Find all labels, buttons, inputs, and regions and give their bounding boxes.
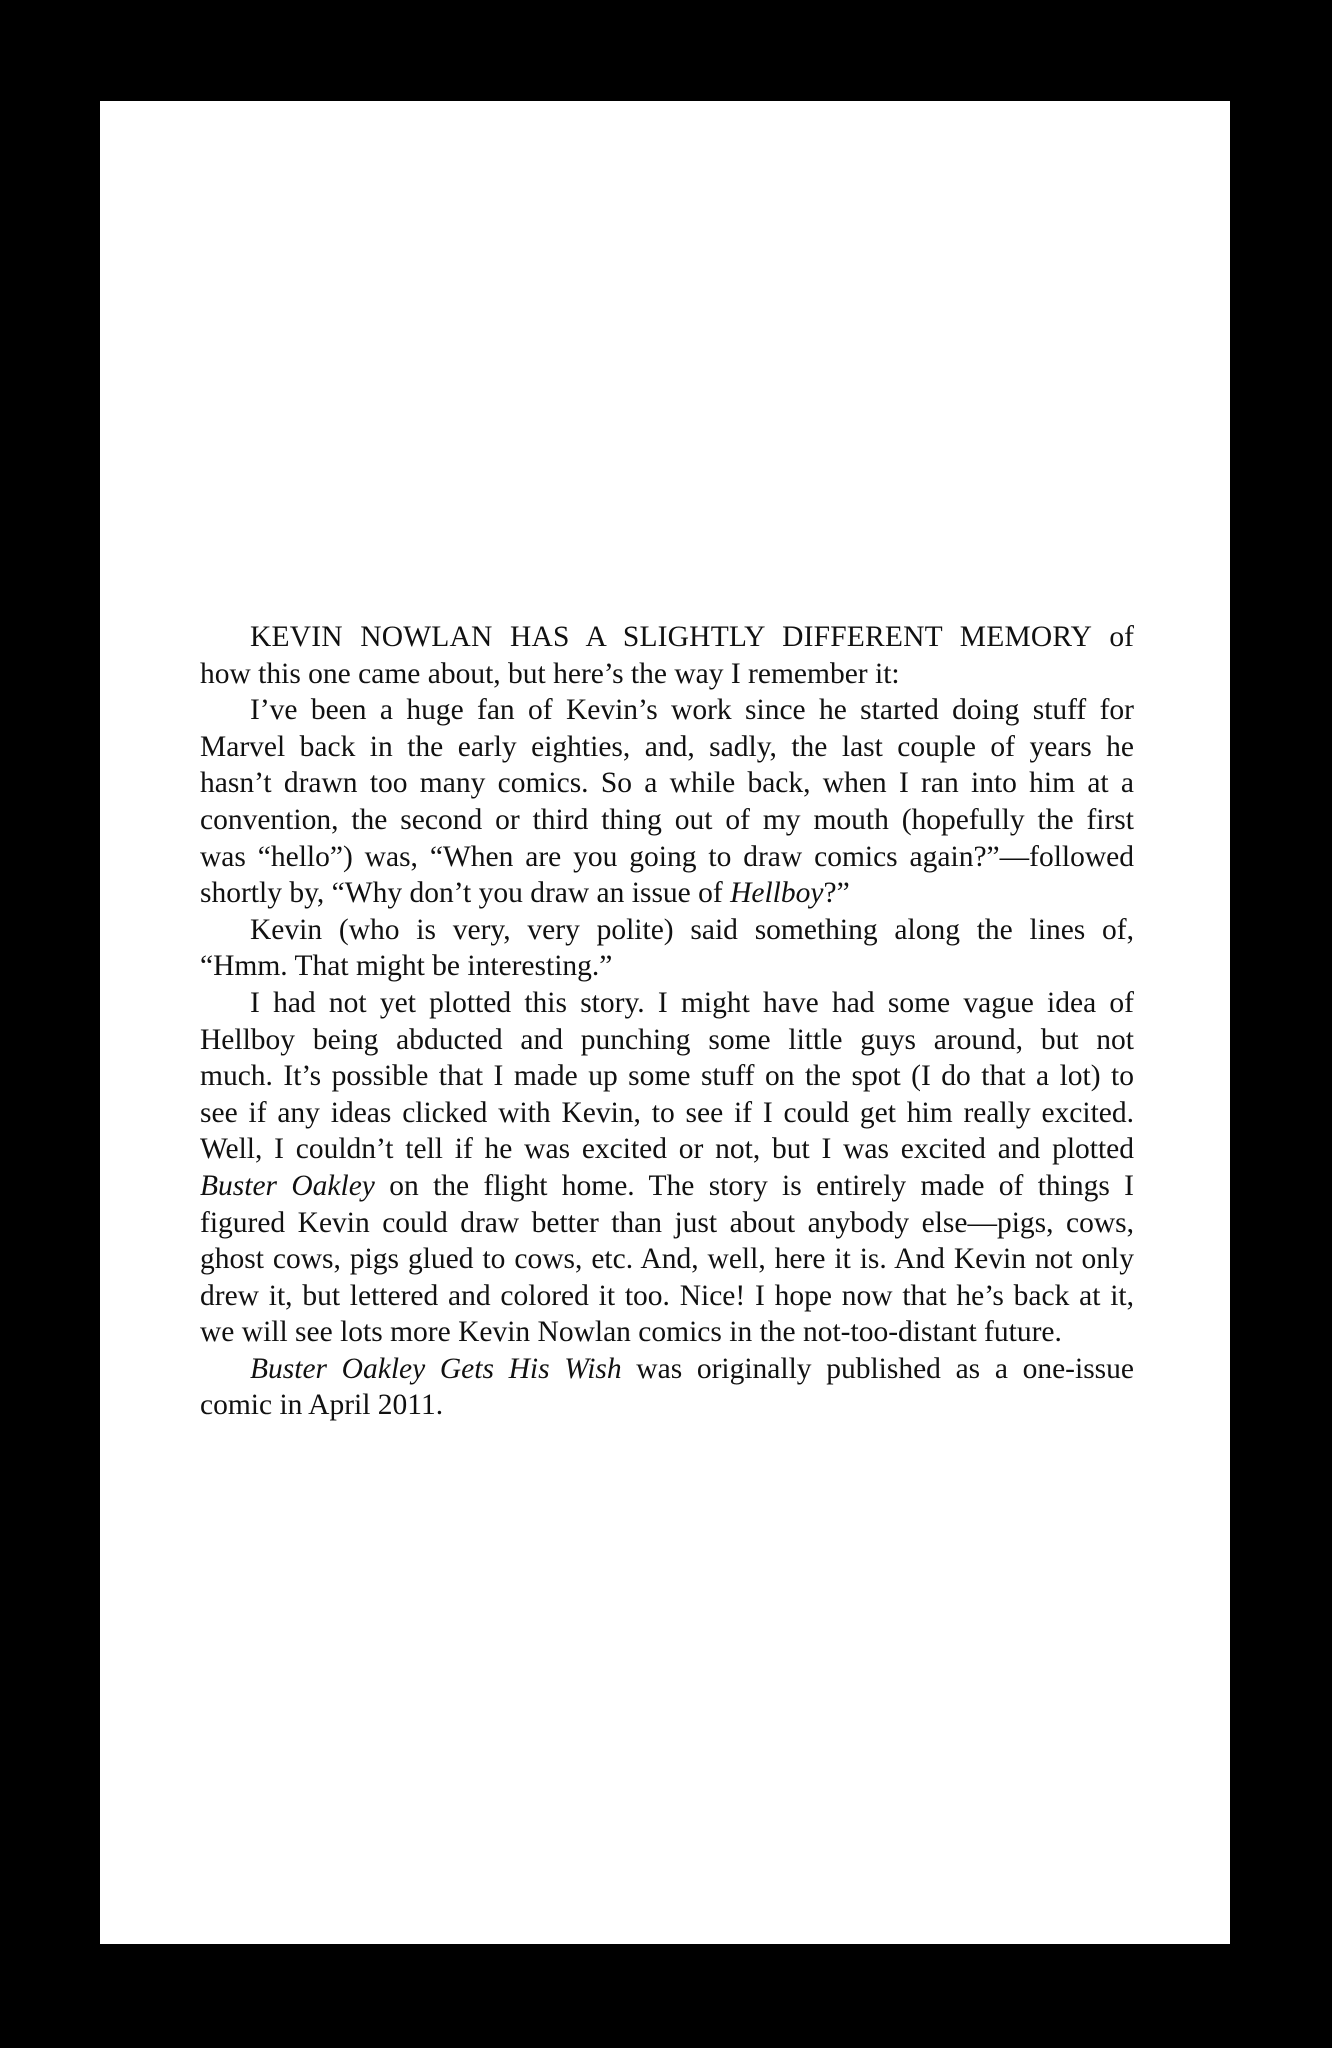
text-segment: ghost cows, pigs glued to cows, etc. And, well, here it is. And Kevin not only bbox=[200, 1243, 1134, 1276]
text-line bbox=[200, 765, 1134, 802]
text-line bbox=[200, 948, 1134, 985]
text-segment: shortly by, “Why don’t you draw an issue of bbox=[200, 877, 731, 910]
text-segment: Marvel back in the early eighties, and, sadly, the last couple of years he bbox=[200, 730, 1134, 763]
text-segment: “Hmm. That might be interesting.” bbox=[200, 950, 613, 983]
text-segment: I’ve been a huge fan of Kevin’s work since he started doing stuff for bbox=[250, 694, 1134, 727]
text-segment: was originally published as a one-issue bbox=[621, 1352, 1134, 1385]
italic-title: Buster Oakley bbox=[200, 1169, 375, 1202]
text-line bbox=[200, 1314, 1134, 1351]
text-line bbox=[200, 802, 1134, 839]
text-segment: figured Kevin could draw better than just about anybody else—pigs, cows, bbox=[200, 1206, 1134, 1239]
text-line bbox=[200, 1168, 1134, 1205]
italic-title: Buster Oakley Gets His Wish bbox=[250, 1352, 622, 1385]
text-segment: Kevin (who is very, very polite) said something along the lines of, bbox=[250, 913, 1134, 946]
text-segment: Hellboy being abducted and punching some little guys around, but not bbox=[200, 1023, 1134, 1056]
text-line bbox=[200, 1131, 1134, 1168]
text-segment: see if any ideas clicked with Kevin, to see if I could get him really excited. bbox=[200, 1096, 1134, 1129]
text-segment: how this one came about, but here’s the way I remember it: bbox=[200, 657, 900, 690]
text-line bbox=[200, 912, 1134, 949]
text-line bbox=[200, 985, 1134, 1022]
text-segment: drew it, but lettered and colored it too. Nice! I hope now that he’s back at it, bbox=[200, 1279, 1134, 1312]
text-segment: of bbox=[1092, 621, 1134, 653]
text-line bbox=[200, 1095, 1134, 1132]
text-segment: I had not yet plotted this story. I might have had some vague idea of bbox=[250, 986, 1134, 1019]
text-block bbox=[200, 619, 1134, 1424]
text-line bbox=[200, 1278, 1134, 1315]
text-segment: KEVIN NOWLAN HAS A SLIGHTLY DIFFERENT MEMORY bbox=[250, 621, 1093, 653]
paragraph bbox=[200, 619, 1134, 692]
text-segment: comic in April 2011. bbox=[200, 1389, 444, 1422]
text-line bbox=[200, 1241, 1134, 1278]
text-line bbox=[200, 839, 1134, 876]
text-segment: hasn’t drawn too many comics. So a while back, when I ran into him at a bbox=[200, 767, 1134, 800]
text-segment: convention, the second or third thing out of my mouth (hopefully the first bbox=[200, 803, 1134, 836]
text-segment: much. It’s possible that I made up some stuff on the spot (I do that a lot) to bbox=[200, 1060, 1134, 1093]
text-line bbox=[200, 875, 1134, 912]
text-segment: we will see lots more Kevin Nowlan comics in the not-too-distant future. bbox=[200, 1316, 1062, 1349]
text-line bbox=[200, 656, 1134, 693]
italic-title: Hellboy bbox=[730, 877, 824, 910]
text-line bbox=[200, 692, 1134, 729]
text-line bbox=[200, 1351, 1134, 1388]
text-segment: ?” bbox=[823, 877, 850, 910]
text-line bbox=[200, 1058, 1134, 1095]
text-line bbox=[200, 729, 1134, 766]
text-line bbox=[200, 1205, 1134, 1242]
paragraph bbox=[200, 912, 1134, 985]
paragraph bbox=[200, 985, 1134, 1351]
text-segment: was “hello”) was, “When are you going to draw comics again?”—followed bbox=[200, 840, 1134, 873]
text-segment: on the flight home. The story is entirely made of things I bbox=[374, 1169, 1134, 1202]
text-line bbox=[200, 1022, 1134, 1059]
book-page bbox=[100, 101, 1230, 1944]
paragraph bbox=[200, 692, 1134, 912]
text-line bbox=[200, 619, 1134, 656]
paragraph bbox=[200, 1351, 1134, 1424]
text-segment: Well, I couldn’t tell if he was excited or not, but I was excited and plotted bbox=[200, 1133, 1134, 1166]
text-line bbox=[200, 1387, 1134, 1424]
